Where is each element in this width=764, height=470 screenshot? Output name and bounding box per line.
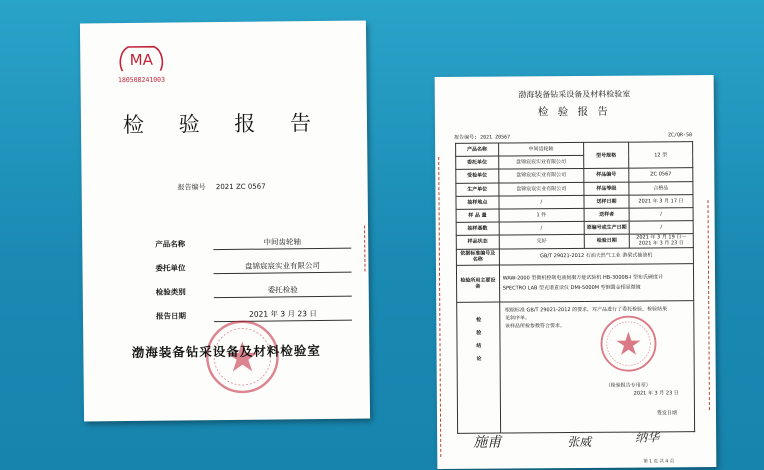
table-cell: / [629, 208, 693, 222]
cma-mark-icon [116, 43, 166, 76]
table-cell: 产品名称 [456, 143, 499, 156]
table-cell: / [629, 221, 693, 235]
table-cell: ZC 0567 [629, 168, 693, 182]
field-value: 中间齿轮轴 [213, 236, 351, 250]
table-cell: 盘锦宸宸实业有限公司 [499, 182, 584, 196]
field-client [155, 261, 321, 274]
table-cell: 盘锦宸宸实业有限公司 [498, 169, 583, 183]
table-cell: / [499, 222, 584, 236]
conclusion-line: 该样品所检参数符合要求。 [505, 322, 566, 329]
table-cell: 受检单位 [456, 169, 499, 182]
stamp-edge [364, 225, 379, 271]
table-cell: 抽样基数 [456, 222, 499, 235]
conclusion-line: 根据标准 GB/T 29021-2012 的要求，对产品进行了委托检验，检验结果 [504, 305, 668, 313]
field-label: 委托单位 [155, 263, 186, 273]
table-cell: 原编号或生产日期 [584, 221, 629, 235]
conclusion-text [501, 301, 693, 430]
table-cell: 样 品 量 [456, 209, 499, 222]
table-cell: 中间齿轮轴 [498, 142, 583, 156]
page-number: 第 1 页 共 4 页 [643, 459, 675, 465]
field-label: 报告日期 [155, 311, 187, 321]
table-cell: 2021 年 3 月 17 日 [629, 194, 693, 208]
table-cell: 送样者 [584, 208, 629, 222]
report-no-label: 报告编号 [177, 183, 206, 192]
signature: 纳华 [635, 430, 660, 445]
conclusion-label: 检验结论 [475, 316, 482, 369]
table-cell: 样品编号 [584, 169, 629, 183]
cover-title: 检 验 报 告 [122, 110, 326, 138]
report-sheet-page [435, 75, 717, 469]
cover-report-number [178, 182, 266, 193]
table-cell: / [499, 195, 584, 209]
table-cell: 检验日期 [584, 234, 629, 248]
sheet-form-number: ZC/QR-50 [667, 132, 693, 139]
table-cell: 合格品 [629, 181, 693, 195]
table-cell: 1 件 [499, 208, 584, 222]
table-cell: 检验所用主要设备 [456, 265, 499, 302]
table-cell [499, 263, 694, 301]
table-cell: 样品等级 [584, 182, 629, 196]
field-product-name [155, 237, 302, 250]
report-no-value: 2021 ZC 0567 [215, 182, 266, 192]
conclusion-stamp-note: （检验报告专用章） [605, 381, 651, 389]
conclusion-date: 2021 年 3 月 23 日 [633, 389, 679, 397]
field-value: 盘锦宸宸实业有限公司 [213, 260, 351, 274]
table-cell: 盘锦宸宸实业有限公司 [498, 156, 583, 170]
table-cell: 生产单位 [456, 183, 499, 196]
stamp-edge [432, 157, 441, 457]
signature: 施甫 [473, 434, 502, 451]
table-cell: 依据标准编号及名称 [456, 249, 499, 265]
sheet-lab-name: 渤海装备钻采设备及材料检验室 [518, 89, 631, 100]
table-cell: 委托单位 [456, 156, 499, 169]
table-cell: GB/T 29021-2012 石油天然气工业 游梁式抽油机 [499, 247, 693, 264]
red-seal-icon [598, 313, 658, 373]
cover-lab-name: 渤海装备钻采设备及材料检验室 [131, 343, 321, 360]
cma-logo [112, 43, 170, 92]
table-row [456, 142, 693, 157]
table-cell [457, 302, 501, 433]
table-row-conclusion [457, 300, 695, 433]
ma-code: 180508241003 [117, 75, 166, 85]
table-cell: 样品状态 [456, 235, 499, 248]
table-cell: 型号规格 [584, 142, 629, 169]
sheet-title: 检 验 报 告 [537, 105, 611, 119]
ma-mark-text: MA [129, 50, 154, 69]
issue-date-label: 签发日期 [656, 409, 678, 416]
table-cell: 完好 [499, 235, 584, 249]
equipment-line: SPECTRO LAB 型光谱直读仪 DMI-5000M 型倒置金相显微镜 [502, 284, 641, 292]
sheet-report-number: 报告编号: 2021 Z0567 [454, 134, 511, 141]
signature-row [455, 428, 705, 454]
field-label: 检验类别 [155, 287, 186, 297]
table-cell: 2021 年 3 月 19 日～2021 年 3 月 23 日 [629, 234, 693, 248]
field-value: 2021 年 3 月 23 日 [214, 308, 352, 322]
field-inspection-type [155, 285, 298, 298]
cover-page [80, 21, 370, 422]
table-cell: 12 型 [629, 142, 693, 169]
signature: 张威 [567, 434, 592, 450]
table-cell [499, 300, 694, 432]
equipment-line: WAW-2000 型微机控制电液伺服万能试验机 HB-3000B-Ⅰ 型布氏硬度计 [502, 273, 664, 282]
stamp-edge [708, 200, 718, 410]
table-row-standard [456, 247, 693, 265]
info-table [455, 141, 695, 433]
table-cell: 送样日期 [584, 195, 629, 209]
field-label: 产品名称 [155, 239, 186, 249]
table-row [456, 234, 693, 249]
conclusion-line: 见斜序单。 [504, 314, 531, 321]
table-row-equipment [456, 263, 693, 302]
table-cell: 抽样地点 [456, 196, 499, 209]
field-value: 委托检验 [214, 284, 352, 298]
